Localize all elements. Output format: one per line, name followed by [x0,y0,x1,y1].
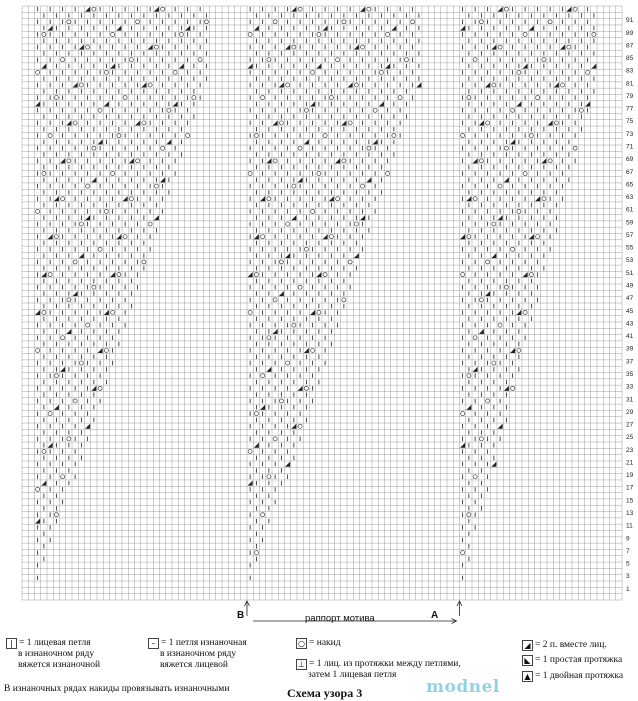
row-number-label: 81 [626,80,634,88]
row-number-label: 47 [626,295,634,303]
row-number-label: 77 [626,105,634,113]
marker-b-label: B [237,610,245,621]
legend-double-decrease-line1: = 1 двойная протяжка [535,671,624,681]
watermark-logo: modnel [426,677,500,697]
k2tog-icon: ◢ [522,640,533,651]
row-number-label: 69 [626,156,634,164]
row-number-label: 85 [626,55,634,63]
row-number-label: 83 [626,67,634,75]
row-number-label: 71 [626,143,634,151]
purl-rows-note: В изнаночных рядах накиды провязывать изнаночными [4,684,230,694]
legend-make-one-line2: затем 1 лицевая петля [308,670,397,680]
row-number-label: 19 [626,472,634,480]
row-number-label: 61 [626,206,634,214]
legend-simple-decrease-line1: = 1 простая протяжка [535,655,623,665]
row-number-label: 37 [626,358,634,366]
purl-stitch-icon: – [148,638,159,649]
row-number-label: 17 [626,484,634,492]
legend-purl-line1: = 1 петля изнаночная [161,638,247,648]
yarn-over-icon: ○ [296,638,307,649]
legend-make-one-line1: = 1 лиц. из протяжки между петлями, [309,659,461,669]
row-number-label: 39 [626,345,634,353]
row-number-label: 91 [626,17,634,25]
row-number-label: 31 [626,396,634,404]
legend-purl-line2: в изнаночном ряду [160,649,237,659]
row-number-label: 15 [626,497,634,505]
legend-purl-stitch [148,638,247,671]
row-number-label: 87 [626,42,634,50]
legend-knit-stitch [6,638,100,671]
row-number-label: 13 [626,510,634,518]
row-number-label: 67 [626,168,634,176]
row-number-label: 55 [626,244,634,252]
scheme-title: Схема узора 3 [287,686,363,700]
grid-lines [22,6,622,600]
legend-simple-decrease [522,655,622,666]
legend-k2tog [522,640,607,651]
row-number-label: 25 [626,434,634,442]
row-number-label: 49 [626,282,634,290]
row-number-label: 79 [626,92,634,100]
row-number-label: 11 [626,522,633,530]
row-number-label: 3 [626,573,630,581]
row-number-label: 73 [626,130,634,138]
row-number-label: 33 [626,383,634,391]
row-number-label: 7 [626,547,630,555]
row-number-label: 41 [626,333,634,341]
legend-knit-line2: в изнаночном ряду [18,649,95,659]
row-number-label: 1 [626,585,630,593]
legend-yarn-over-line1: = накид [309,638,341,648]
row-number-label: 35 [626,370,634,378]
legend-purl-line3: вяжется лицевой [160,660,228,670]
row-number-label: 57 [626,231,634,239]
row-number-label: 53 [626,257,634,265]
row-number-label: 51 [626,269,634,277]
row-number-label: 63 [626,194,634,202]
legend-double-decrease [522,671,623,682]
row-number-label: 29 [626,408,634,416]
row-number-label: 45 [626,307,634,315]
row-number-label: 43 [626,320,634,328]
legend-knit-line3: вяжется изнаночной [18,660,101,670]
marker-a-label: A [431,610,439,621]
rapport-label: раппорт мотива [305,613,375,624]
row-number-label: 21 [626,459,634,467]
simple-decrease-icon: ◣ [522,655,533,666]
row-number-label: 75 [626,118,634,126]
knit-stitch-icon: | [6,638,17,649]
row-number-label: 27 [626,421,634,429]
legend-knit-line1: = 1 лицевая петля [19,638,91,648]
row-number-label: 5 [626,560,630,568]
double-decrease-icon: ▲ [522,671,533,682]
row-number-label: 59 [626,219,634,227]
row-number-label: 9 [626,535,630,543]
legend-yarn-over [296,638,341,649]
row-number-label: 23 [626,446,634,454]
row-number-label: 65 [626,181,634,189]
legend-k2tog-line1: = 2 п. вместе лиц. [535,640,607,650]
row-number-label: 89 [626,29,634,37]
make-one-icon: ⊥ [296,659,307,670]
